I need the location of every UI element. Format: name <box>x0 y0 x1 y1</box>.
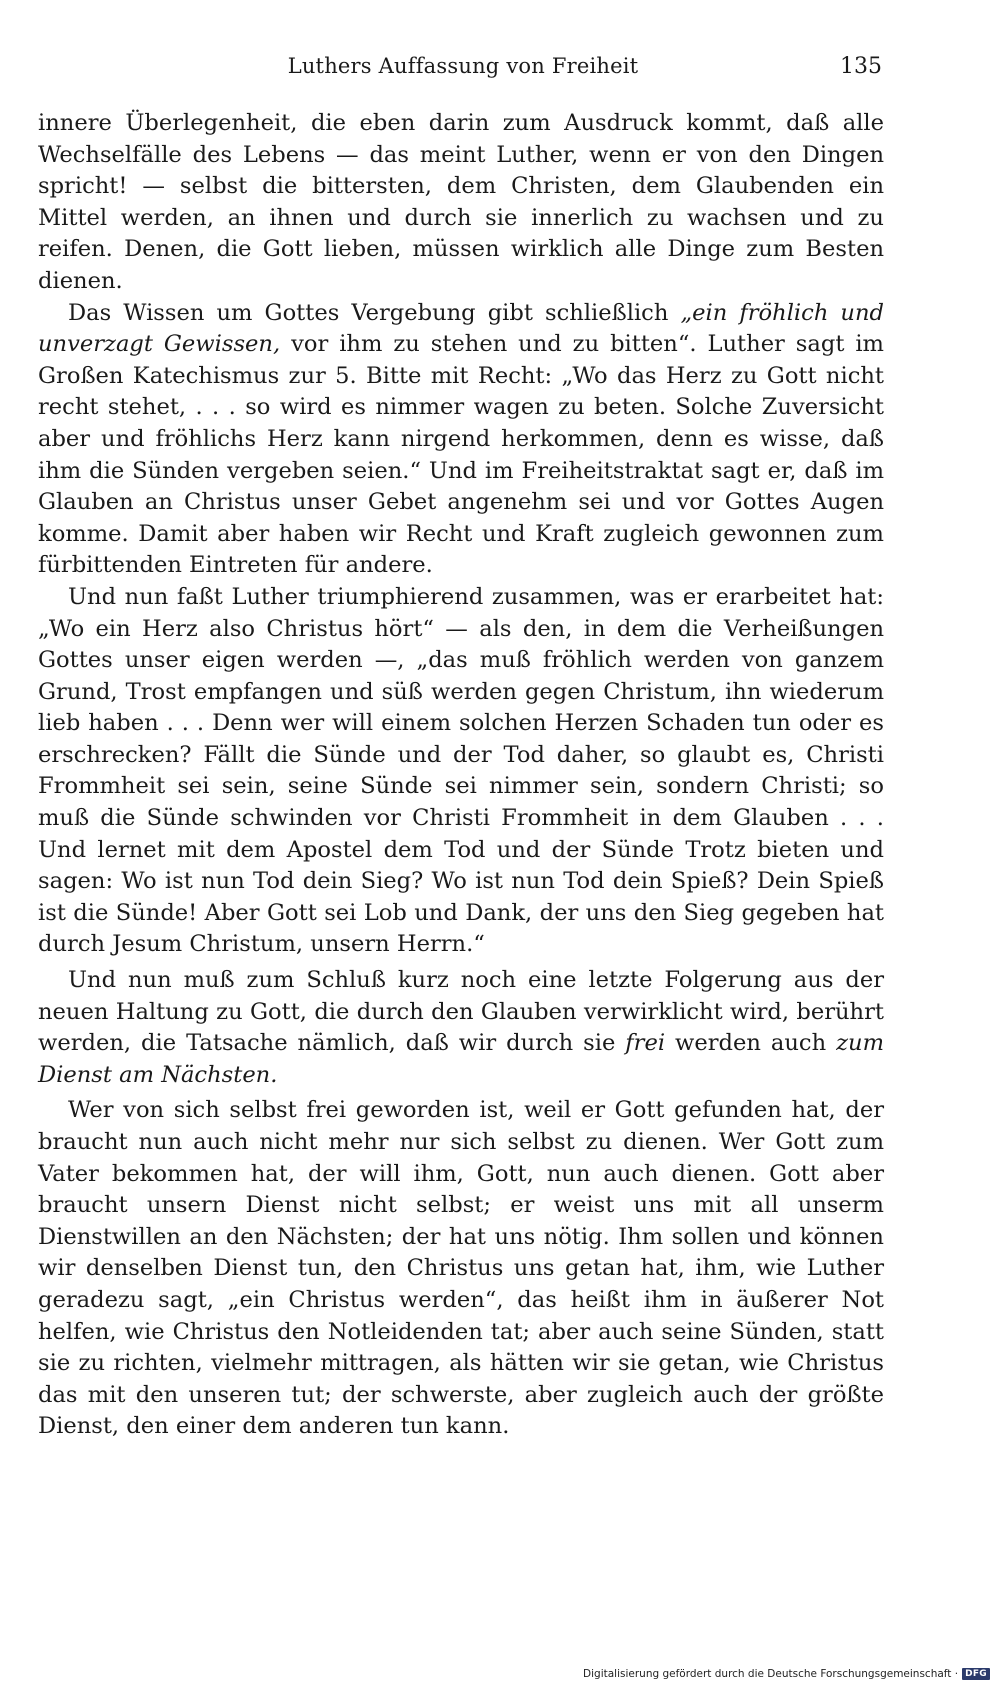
text-run: Wer von sich selbst frei geworden ist, weil er Gott gefunden hat, der braucht nun auch nicht mehr nur sich selbst zu dienen. Wer Gott zum Vater bekommen hat, der will ihm, Gott, nun auch dienen. Gott aber braucht unsern Dienst nicht selbst; er weist uns mit all unserm Dienstwillen an den Nächsten; der hat uns nötig. Ihm sollen und können wir denselben Dienst tun, den Christus uns getan hat, ihm, wie Luther geradezu sagt, „ein Christus werden“, das heißt ihm in äußerer Not helfen, wie Christus den Notleidenden tat; aber auch seine Sünden, statt sie zu richten, vielmehr mittragen, als hätten wir sie getan, wie Christus das mit den unseren tut; der schwerste, aber zugleich auch der größte Dienst, den einer dem anderen tun kann. <box>38 1097 884 1440</box>
italic-run: zum Dienst am Nächsten. <box>38 1030 884 1088</box>
text-run: vor ihm zu stehen und zu bitten“. Luther sagt im Großen Katechismus zur 5. Bitte mit Recht: „Wo das Herz zu Gott nicht recht stehet, . . . so wird es nimmer wagen zu beten. Solche Zuversicht aber und fröhlichs Herz kann nirgend herkommen, denn es wisse, daß ihm die Sünden vergeben seien.“ Und im Freiheitstraktat sagt er, daß im Glauben an Christus unser Gebet angenehm sei und vor Gottes Augen komme. Damit aber haben wir Recht und Kraft zugleich gewonnen zum fürbittenden Eintreten für andere. <box>38 331 884 579</box>
italic-run: „ein fröhlich und unverzagt Gewissen, <box>38 299 884 358</box>
text-run: Und nun faßt Luther triumphierend zusammen, was er erarbeitet hat: „Wo ein Herz also Christus hört“ — als den, in dem die Verheißungen Gottes unser eigen werden —, „das muß fröhlich werden von ganzem Grund, Trost empfangen und süß werden gegen Christum, ihn wiederum lieb haben . . . Denn wer will einem solchen Herzen Schaden tun oder es erschrecken? Fällt die Sünde und der Tod daher, so glaubt es, Christi Frommheit sei sein, seine Sünde sei nimmer sein, sondern Christi; so muß die Sünde schwinden vor Christi Frommheit in dem Glauben . . . Und lernet mit dem Apostel dem Tod und der Sünde Trotz bieten und sagen: Wo ist nun Tod dein Sieg? Wo ist nun Tod dein Spieß? Dein Spieß ist die Sünde! Aber Gott sei Lob und Dank, der uns den Sieg gegeben hat durch Jesum Christum, unsern Herrn.“ <box>38 583 884 958</box>
text-run: innere Überlegenheit, die eben darin zum Ausdruck kommt, daß alle Wechselfälle des Lebens — das meint Luther, wenn er von den Dingen spricht! — selbst die bittersten, dem Christen, dem Glaubenden ein Mittel werden, an ihnen und durch sie innerlich zu wachsen und zu reifen. Denen, die Gott lieben, müssen wirklich alle Dinge zum Besten dienen. <box>38 110 884 294</box>
running-header <box>44 54 882 90</box>
text-run: Das Wissen um Gottes Vergebung gibt schließlich <box>68 299 681 326</box>
text-run: Und nun muß zum Schluß kurz noch eine letzte Folgerung aus der neuen Haltung zu Gott, die durch den Glauben verwirklicht wird, berührt werden, die Tatsache nämlich, daß wir durch sie <box>38 967 884 1057</box>
text-run: werden auch <box>665 1030 837 1057</box>
page-number: 135 <box>840 54 882 79</box>
body-text <box>38 108 884 1443</box>
paragraph-5 <box>38 1095 884 1443</box>
italic-run: frei <box>625 1030 666 1057</box>
funding-note: Digitalisierung gefördert durch die Deutsche Forschungsgemeinschaft · <box>583 1668 959 1680</box>
paragraph-1 <box>38 108 884 298</box>
running-title: Luthers Auffassung von Freiheit <box>287 54 639 78</box>
paragraph-2 <box>38 298 884 582</box>
dfg-logo: DFG <box>962 1668 990 1680</box>
digitization-footer <box>583 1668 990 1680</box>
paragraph-3 <box>38 582 884 961</box>
paragraph-4 <box>38 965 884 1091</box>
